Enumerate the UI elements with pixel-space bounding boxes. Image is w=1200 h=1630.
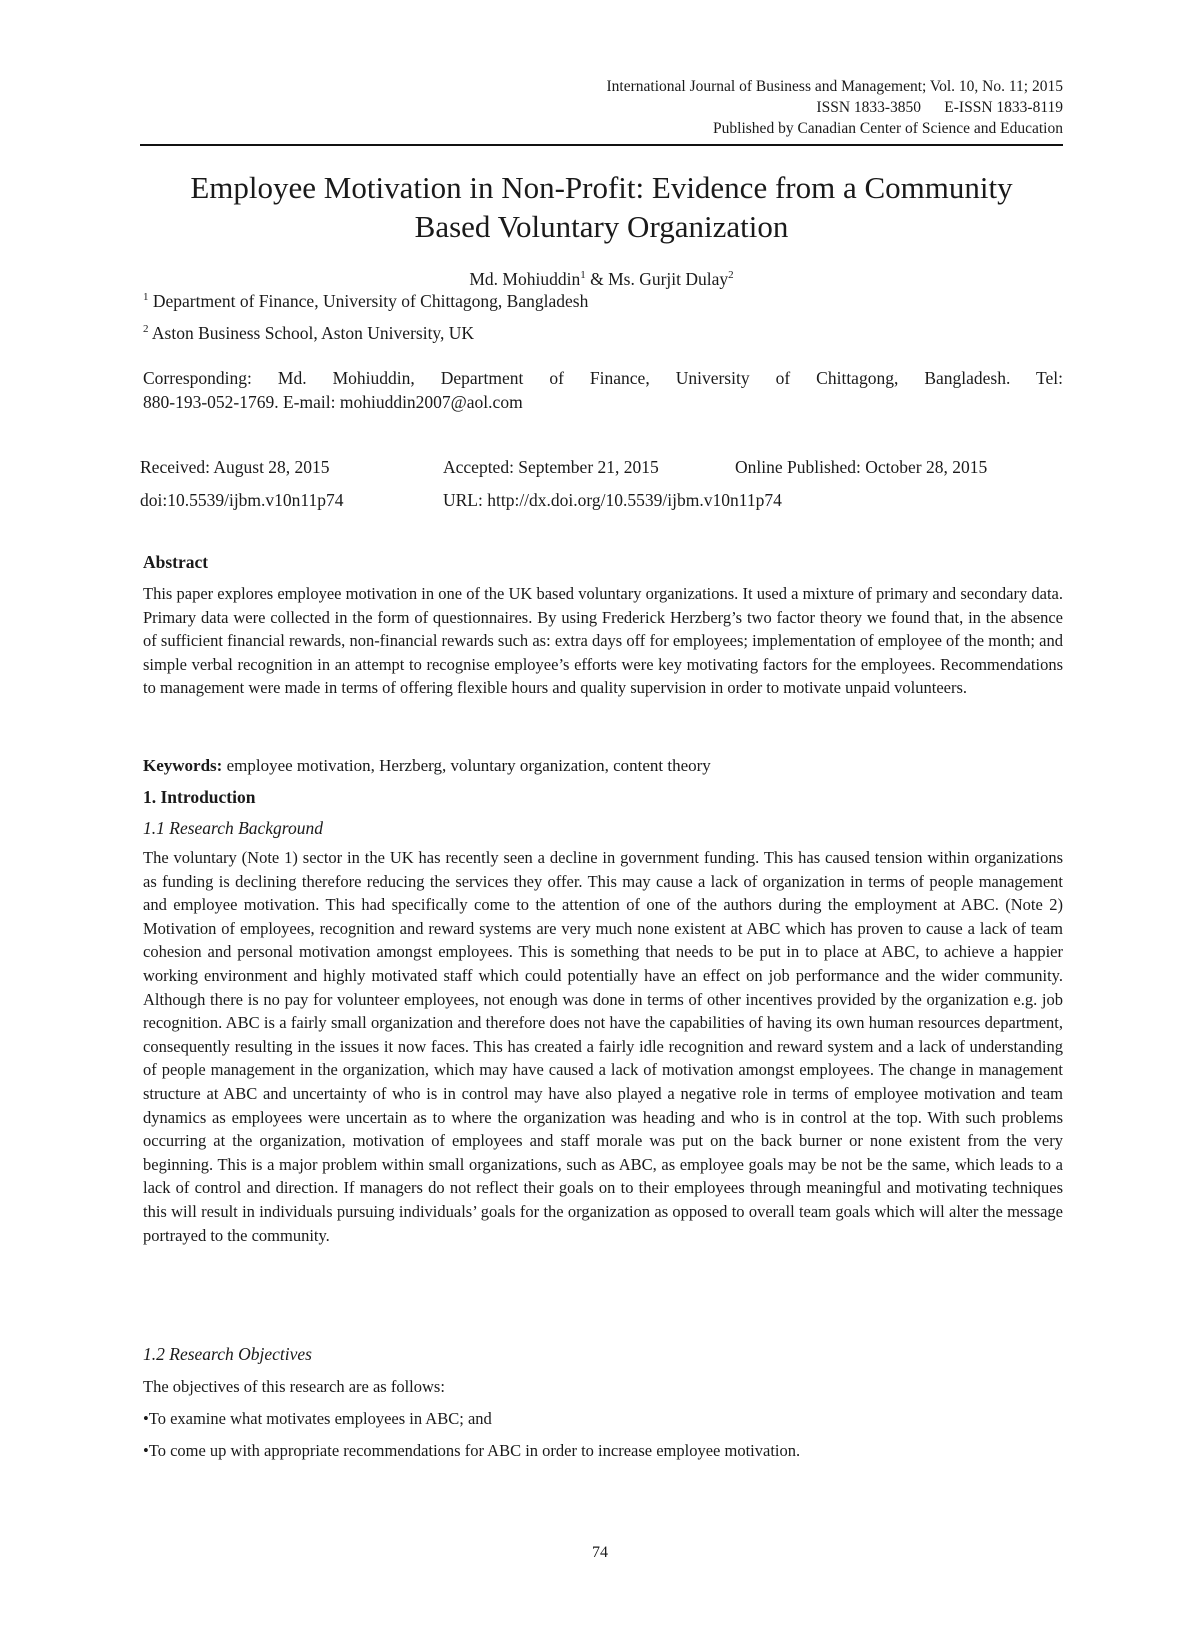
- title-line-1: Employee Motivation in Non-Profit: Evidence from a Community: [190, 170, 1013, 205]
- journal-publisher: Published by Canadian Center of Science and Education: [713, 120, 1063, 137]
- affiliation-2-mark: 2: [143, 323, 149, 336]
- page-number: 74: [592, 1544, 608, 1561]
- doi: doi:10.5539/ijbm.v10n11p74: [140, 490, 344, 510]
- abstract-heading: Abstract: [143, 552, 209, 572]
- corresponding-line-2: 880-193-052-1769. E-mail: mohiuddin2007@aol.com: [143, 392, 523, 412]
- keywords-label: Keywords:: [143, 756, 223, 775]
- affiliation-1-mark: 1: [143, 291, 149, 304]
- affiliation-1-text: Department of Finance, University of Chittagong, Bangladesh: [152, 291, 589, 311]
- research-objectives-heading: 1.2 Research Objectives: [143, 1344, 312, 1364]
- author-list: [140, 268, 1063, 290]
- affiliation-1: [143, 290, 588, 312]
- journal-issn: ISSN 1833-3850 E-ISSN 1833-8119: [816, 99, 1063, 116]
- introduction-heading: 1. Introduction: [143, 787, 256, 807]
- author-separator: &: [585, 269, 609, 289]
- doi-url[interactable]: URL: http://dx.doi.org/10.5539/ijbm.v10n11p74: [443, 490, 782, 510]
- received-date: Received: August 28, 2015: [140, 457, 330, 477]
- paper-title: [140, 168, 1063, 246]
- research-background-heading: 1.1 Research Background: [143, 818, 323, 838]
- published-date: Online Published: October 28, 2015: [735, 457, 988, 477]
- objective-item: •To come up with appropriate recommendations for ABC in order to increase employee motivation.: [143, 1441, 801, 1460]
- keywords-text: employee motivation, Herzberg, voluntary organization, content theory: [222, 756, 711, 775]
- accepted-date: Accepted: September 21, 2015: [443, 457, 659, 477]
- research-background-text: The voluntary (Note 1) sector in the UK has recently seen a decline in government funding. This has caused tension within organizations as funding is declining therefore reducing the services they offer. This may cause a lack of organization in terms of people management and employee motivation. This had specifically come to the attention of one of the authors during the employment at ABC. (Note 2) Motivation of employees, recognition and reward systems are very much none existent at ABC which has proven to cause a lack of team cohesion and personal motivation amongst employees. This is something that needs to be put in to place at ABC, to achieve a happier working environment and highly motivated staff which could potentially have an effect on job performance and the wider community. Although there is no pay for volunteer employees, not enough was done in terms of other incentives provided by the organization e.g. job recognition. ABC is a fairly small organization and therefore does not have the capabilities of having its own human resources department, consequently resulting in the issues it now faces. This has created a fairly idle recognition and reward system and a lack of understanding of people management in the organization, which may have caused a lack of motivation amongst employees. The change in management structure at ABC and uncertainty of who is in control may have also played a negative role in terms of employee motivation and team dynamics as employees were uncertain as to where the organization was heading and who is in control at the top. With such problems occurring at the organization, motivation of employees and staff morale was put on the back burner or none existent from the very beginning. This is a major problem within small organizations, such as ABC, as employee goals may be not be the same, which leads to a lack of control and direction. If managers do not reflect their goals on to their employees through meaningful and motivating techniques this will result in individuals pursuing individuals’ goals for the organization as opposed to overall team goals which will alter the message portrayed to the community.: [143, 848, 1063, 1245]
- author-1: Md. Mohiuddin: [469, 269, 581, 289]
- corresponding-line-1: Corresponding: Md. Mohiuddin, Department of Finance, University of Chittagong, Bangladesh. Tel:: [143, 368, 1063, 388]
- title-line-2: Based Voluntary Organization: [414, 209, 789, 244]
- journal-citation: International Journal of Business and Management; Vol. 10, No. 11; 2015: [606, 78, 1063, 95]
- author-1-affiliation-mark: 1: [580, 269, 586, 282]
- corresponding-author: [143, 366, 1063, 414]
- affiliation-2: [143, 322, 474, 344]
- objective-item: •To examine what motivates employees in ABC; and: [143, 1409, 492, 1428]
- keywords: [143, 755, 711, 777]
- abstract-text: This paper explores employee motivation in one of the UK based voluntary organizations. It used a mixture of primary and secondary data. Primary data were collected in the form of questionnaires. By using Frederick Herzberg’s two factor theory we found that, in the absence of sufficient financial rewards, non-financial rewards such as: extra days off for employees; implementation of employee of the month; and simple verbal recognition in an attempt to recognise employee’s efforts were key motivating factors for the employees. Recommendations to management were made in terms of offering flexible hours and quality supervision in order to motivate unpaid volunteers.: [143, 584, 1063, 698]
- header-divider: [140, 144, 1063, 146]
- objectives-intro: The objectives of this research are as follows:: [143, 1377, 445, 1396]
- journal-header: [140, 76, 1063, 139]
- author-2: Ms. Gurjit Dulay: [608, 269, 729, 289]
- author-2-affiliation-mark: 2: [728, 269, 734, 282]
- affiliation-2-text: Aston Business School, Aston University, UK: [151, 323, 475, 343]
